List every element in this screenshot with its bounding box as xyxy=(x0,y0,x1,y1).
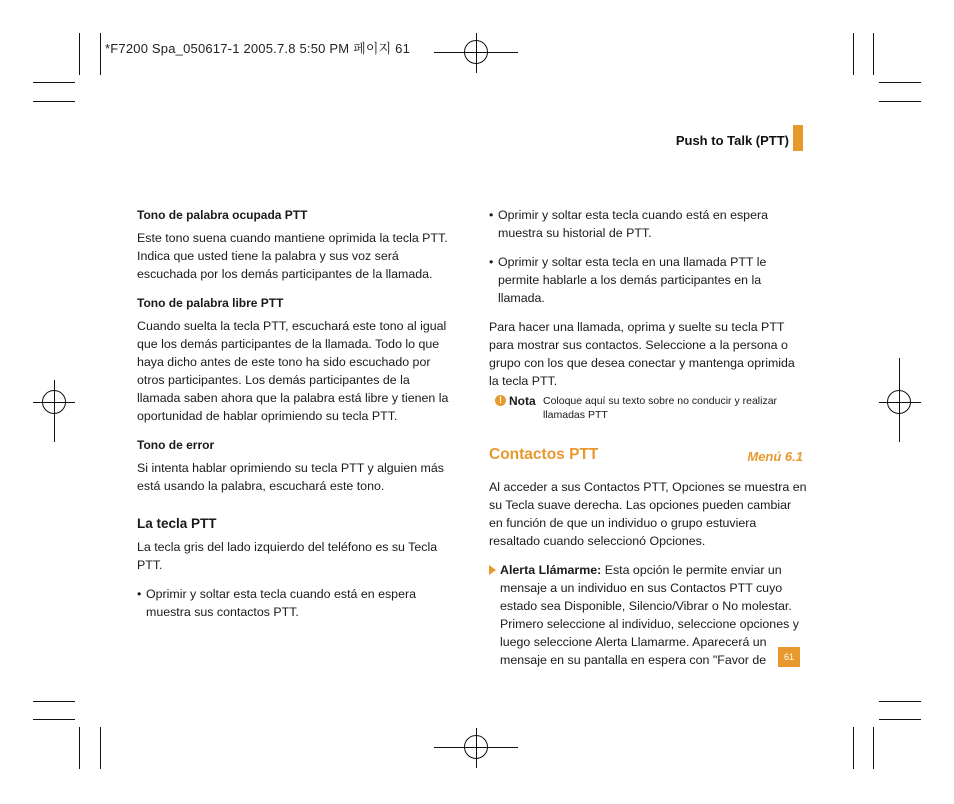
list-item-text: Oprimir y soltar esta tecla en una llamada PTT le permite hablarle a los demás participantes en la llamada. xyxy=(498,255,767,305)
bullet-dot: • xyxy=(137,587,142,601)
note-box xyxy=(489,394,807,422)
busy-tone-heading: Tono de palabra ocupada PTT xyxy=(137,208,308,222)
contacts-text: Al acceder a sus Contactos PTT, Opciones se muestra en su Tecla suave derecha. Las opciones pueden cambiar en función de que un individuo o grupo estuviera resaltado cuando seleccionó Opciones. xyxy=(489,480,807,548)
note-label: Nota xyxy=(509,394,536,408)
error-tone-text: Si intenta hablar oprimiendo su tecla PTT y alguien más está usando la palabra, escuchará este tono. xyxy=(137,461,444,493)
header-accent-tab xyxy=(793,125,803,151)
list-item-text: Oprimir y soltar esta tecla cuando está en espera muestra su historial de PTT. xyxy=(498,208,768,240)
section-title: Contactos PTT xyxy=(489,446,599,463)
print-slug: *F7200 Spa_050617-1 2005.7.8 5:50 PM 페이지 61 xyxy=(105,41,411,56)
free-tone-text: Cuando suelta la tecla PTT, escuchará este tono al igual que los demás participantes de la llamada. Todo lo que haya dicho antes de este tono ha sido escuchado por otros participantes. Los demás participantes de la llamada saben ahora que la palabra está libre y tienen la oportunidad de hablar oprimiendo su tecla PTT. xyxy=(137,319,449,423)
list-item xyxy=(489,561,807,669)
list-item xyxy=(489,206,807,242)
make-call-text: Para hacer una llamada, oprima y suelte su tecla PTT para mostrar sus contactos. Seleccione a la persona o grupo con los que desea conectar y mantenga oprimida la tecla PTT. xyxy=(489,320,795,388)
free-tone-heading: Tono de palabra libre PTT xyxy=(137,296,284,310)
list-item xyxy=(489,253,807,307)
list-item-text: Oprimir y soltar esta tecla cuando está en espera muestra sus contactos PTT. xyxy=(146,587,416,619)
menu-number: Menú 6.1 xyxy=(747,449,803,464)
alert-label: Alerta Llámarme: xyxy=(500,563,602,577)
triangle-arrow-icon xyxy=(489,565,496,575)
exclamation-icon: ! xyxy=(495,395,506,406)
note-text: Coloque aquí su texto sobre no conducir y realizar llamadas PTT xyxy=(543,395,778,421)
list-item xyxy=(137,585,455,621)
ptt-key-heading: La tecla PTT xyxy=(137,516,217,531)
page-number: 61 xyxy=(778,647,800,667)
ptt-key-text: La tecla gris del lado izquierdo del teléfono es su Tecla PTT. xyxy=(137,540,438,572)
busy-tone-text: Este tono suena cuando mantiene oprimida la tecla PTT. Indica que usted tiene la palabra y sus voz será escuchada por los demás participantes de la llamada. xyxy=(137,231,448,281)
right-column xyxy=(489,206,807,669)
alert-text: Esta opción le permite enviar un mensaje a un individuo en sus Contactos PTT cuyo estado sea Disponible, Silencio/Vibrar o No molestar. Primero seleccione al individuo, seleccione opciones y luego seleccione Alerta Llamarme. Aparecerá un mensaje en su pantalla en espera con "Favor de xyxy=(500,563,799,667)
error-tone-heading: Tono de error xyxy=(137,438,215,452)
section-heading xyxy=(489,446,807,468)
page-header-title: Push to Talk (PTT) xyxy=(675,133,789,148)
left-column xyxy=(137,206,455,632)
bullet-dot: • xyxy=(489,208,494,222)
bullet-dot: • xyxy=(489,255,494,269)
